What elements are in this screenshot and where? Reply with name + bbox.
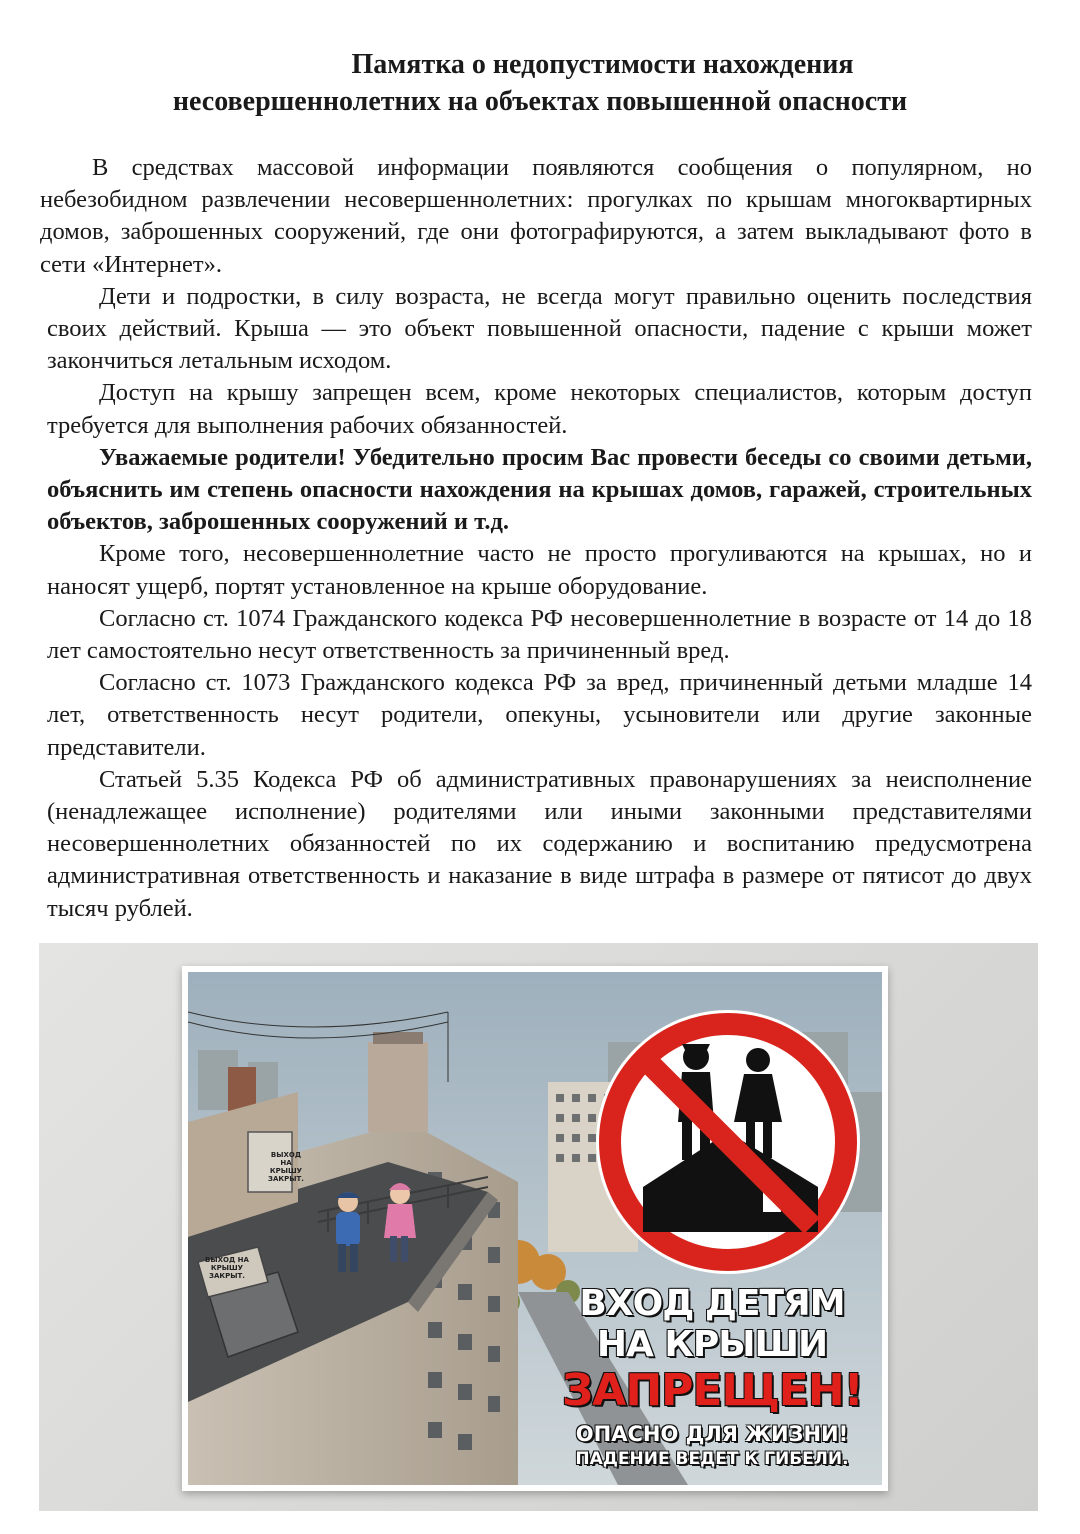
poster-headline-forbidden: ЗАПРЕЩЕН! — [562, 1365, 863, 1416]
poster-warning-text — [562, 1284, 862, 1470]
poster-subline-fall: ПАДЕНИЕ ВЕДЕТ К ГИБЕЛИ. — [575, 1449, 849, 1469]
poster-headline-line-2: НА КРЫШИ — [596, 1324, 828, 1365]
poster-headline-line-1: ВХОД ДЕТЯМ — [579, 1283, 845, 1324]
memo-body — [40, 152, 1032, 925]
paragraph-damage: Кроме того, несовершеннолетние часто не просто прогуливаются на крышах, но и наносят ущерб, портят установленное на крыше оборудование. — [47, 540, 1032, 600]
hatch-sign: ВЫХОД НА КРЫШУ ЗАКРЫТ. — [205, 1256, 249, 1280]
paragraph-article-5-35: Статьей 5.35 Кодекса РФ об административных правонарушениях за неисполнение (ненадлежащее исполнение) родителями или иными законными представителями несовершеннолетних обязанностей по их содержанию и воспитанию предусмотрена административная ответственность и наказание в виде штрафа в размере от пятисот до двух тысяч рублей. — [47, 765, 1032, 922]
poster-photo — [39, 943, 1038, 1511]
paragraph-intro: В средствах массовой информации появляются сообщения о популярном, но небезобидном развлечении несовершеннолетних: прогулках по крышам многоквартирных домов, заброшенных сооружений, где они фотографируются, а затем выкладывают фото в сети «Интернет». — [40, 154, 1032, 278]
title-line-1: Памятка о недопустимости нахождения — [351, 49, 854, 80]
paragraph-children-risk: Дети и подростки, в силу возраста, не всегда могут правильно оценить последствия своих действий. Крыша — это объект повышенной опасности, падение с крыши может закончиться летальным исходом. — [47, 282, 1032, 375]
paragraph-article-1073: Согласно ст. 1073 Гражданского кодекса РФ за вред, причиненный детьми младше 14 лет, ответственность несут родители, опекуны, усыновители или другие законные представители. — [47, 669, 1032, 761]
paragraph-parents-appeal: Уважаемые родители! Убедительно просим Вас провести беседы со своими детьми, объяснить им степень опасности нахождения на крышах домов, гаражей, строительных объектов, заброшенных сооружений и т.д. — [47, 443, 1032, 536]
document-title — [0, 46, 1080, 120]
paragraph-article-1074: Согласно ст. 1074 Гражданского кодекса РФ несовершеннолетние в возрасте от 14 до 18 лет самостоятельно несут ответственность за причиненный вред. — [47, 604, 1032, 665]
poster-subline-danger: ОПАСНО ДЛЯ ЖИЗНИ! — [575, 1422, 849, 1446]
paragraph-roof-access: Доступ на крышу запрещен всем, кроме некоторых специалистов, которым доступ требуется для выполнения рабочих обязанностей. — [47, 379, 1032, 439]
warning-poster — [182, 966, 888, 1491]
door-sign: ВЫХОД НА КРЫШУ ЗАКРЫТ. — [268, 1151, 304, 1183]
prohibition-sign-icon — [596, 1010, 860, 1274]
title-line-2: несовершеннолетних на объектах повышенной опасности — [172, 86, 908, 117]
